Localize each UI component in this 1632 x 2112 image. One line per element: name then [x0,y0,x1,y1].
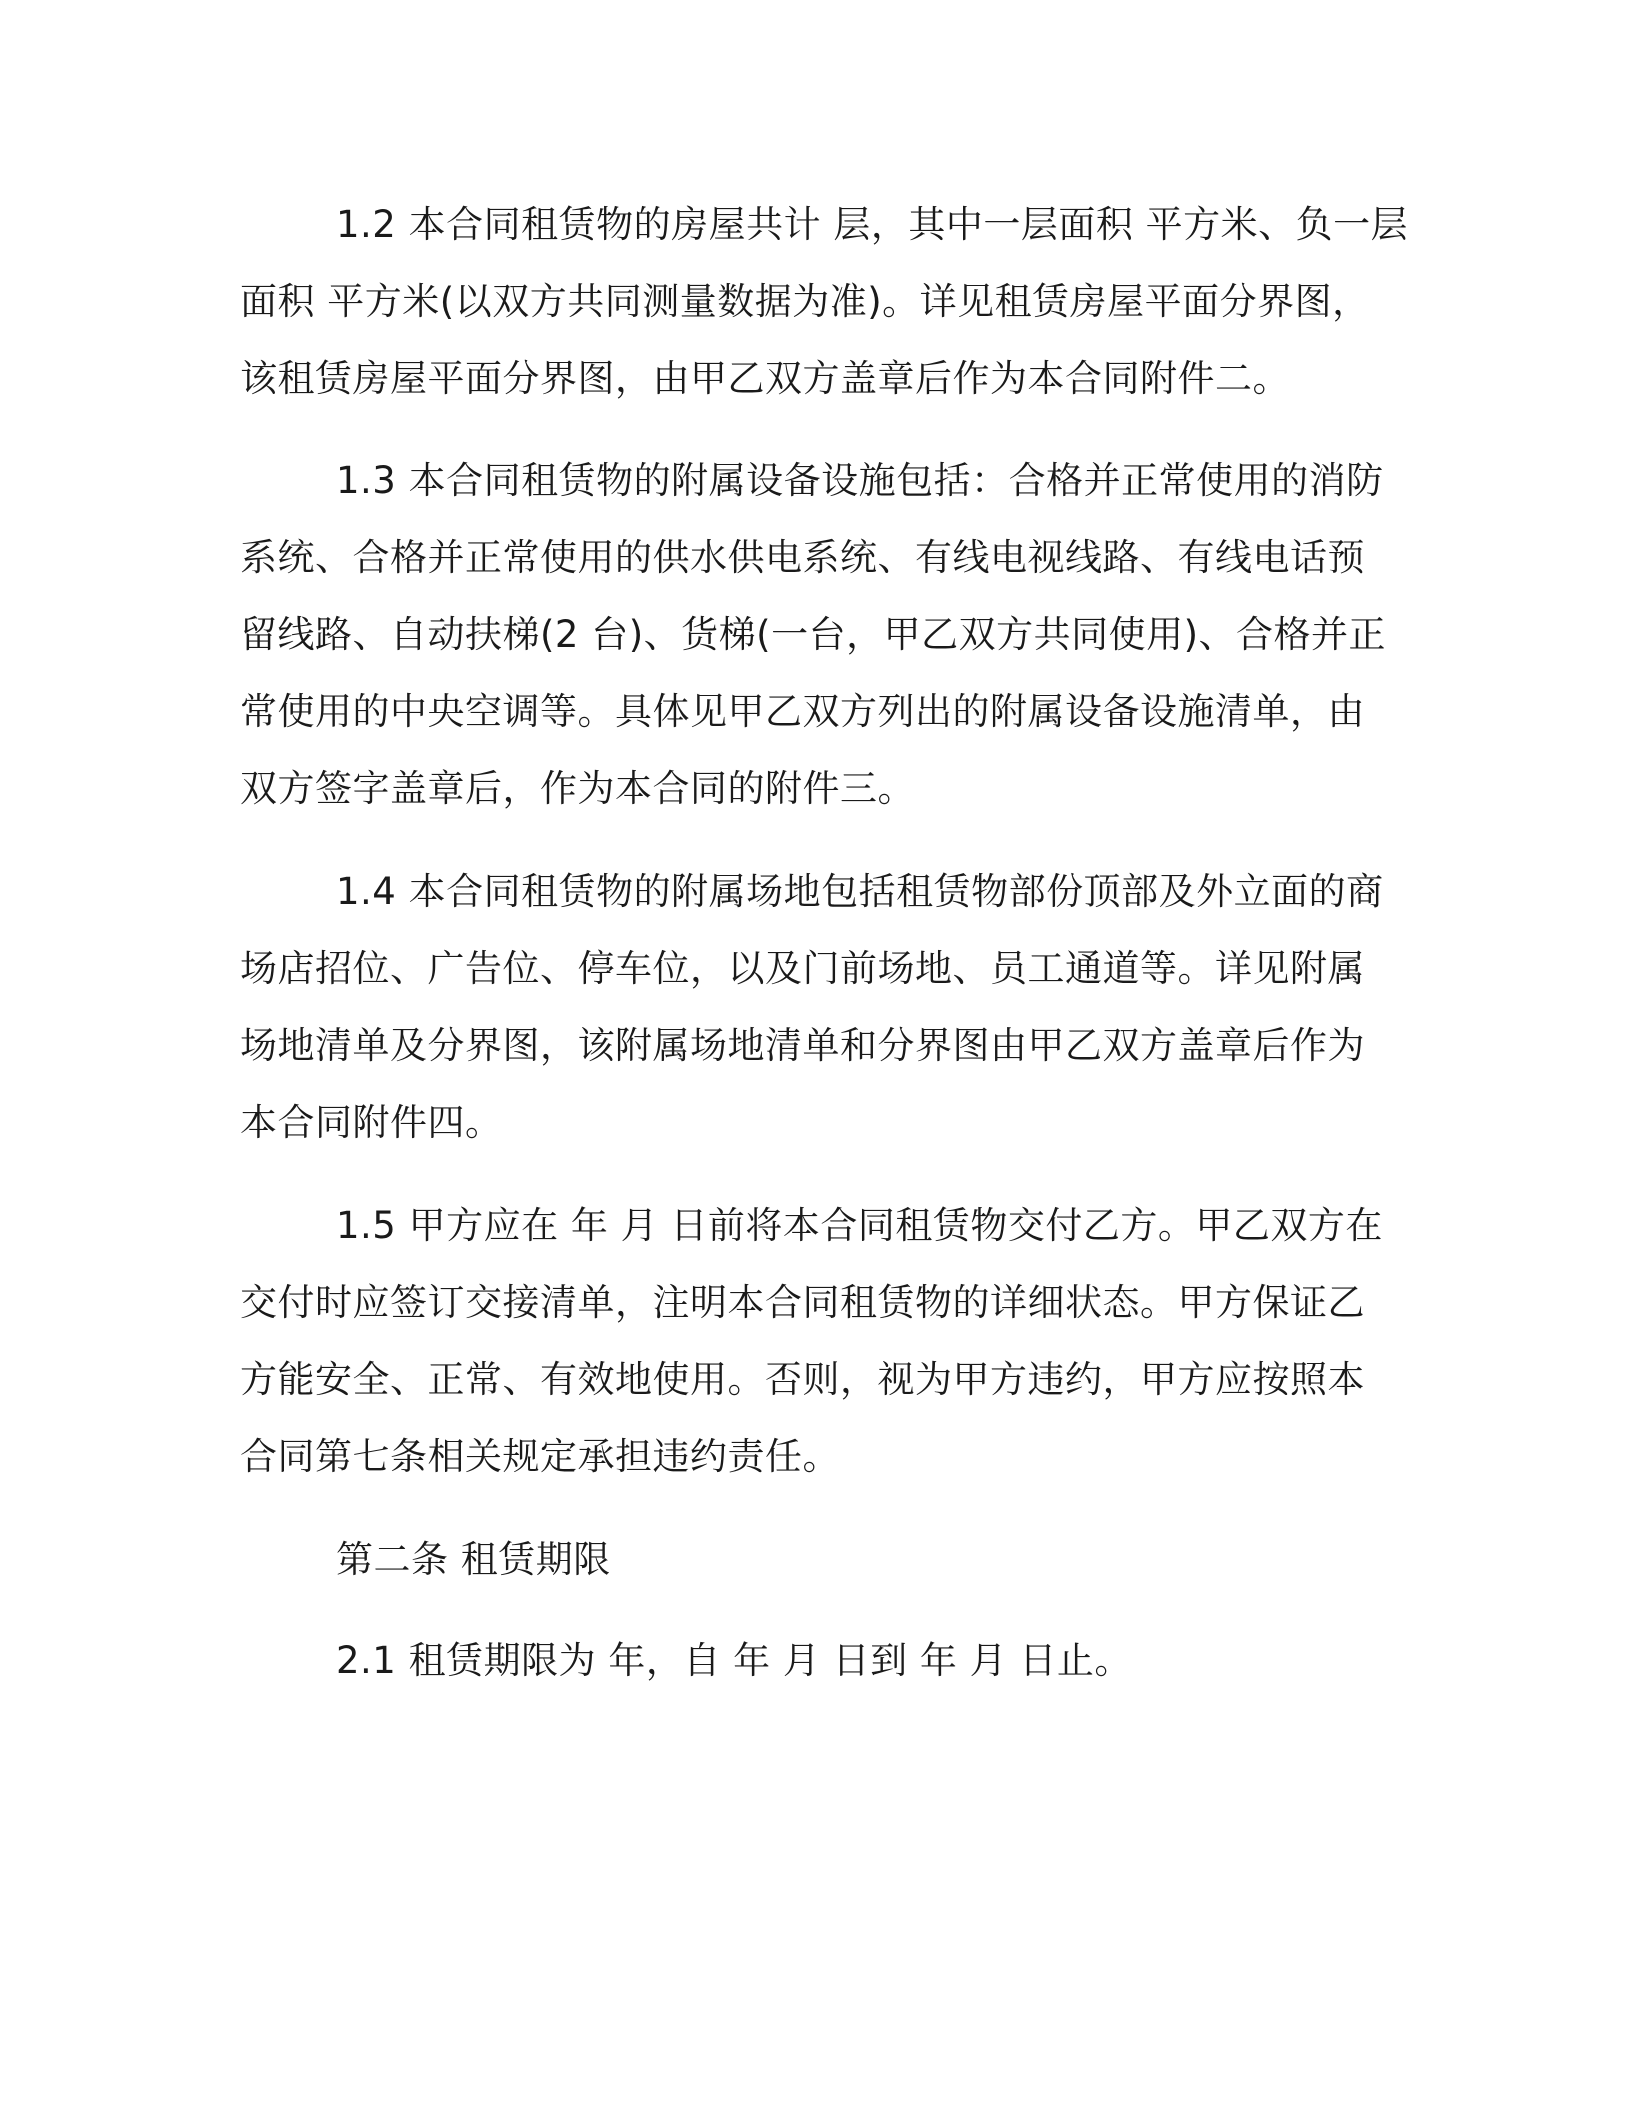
clause-text: 2.1 租赁期限为 年，自 年 月 日到 年 月 日止。 [336,1639,1132,1682]
paragraph-line: 方能安全、正常、有效地使用。否则，视为甲方违约，甲方应按照本 [240,1358,1365,1401]
paragraph-line: 面积 平方米(以双方共同测量数据为准)。详见租赁房屋平面分界图， [240,280,1370,323]
paragraph-line: 合同第七条相关规定承担违约责任。 [240,1435,840,1478]
paragraph-line: 场店招位、广告位、停车位，以及门前场地、员工通道等。详见附属 [240,947,1365,990]
paragraph-1-4 [240,853,1384,1161]
paragraph-line: 常使用的中央空调等。具体见甲乙双方列出的附属设备设施清单，由 [240,690,1365,733]
paragraph-line: 1.5 甲方应在 年 月 日前将本合同租赁物交付乙方。甲乙双方在 [336,1204,1383,1247]
paragraph-line: 1.4 本合同租赁物的附属场地包括租赁物部份顶部及外立面的商 [336,870,1384,913]
heading-text: 第二条 租赁期限 [336,1538,611,1581]
paragraph-line: 1.3 本合同租赁物的附属设备设施包括：合格并正常使用的消防 [336,459,1384,502]
paragraph-line: 场地清单及分界图，该附属场地清单和分界图由甲乙双方盖章后作为 [240,1024,1365,1067]
paragraph-1-5 [240,1187,1383,1495]
paragraph-line: 交付时应签订交接清单，注明本合同租赁物的详细状态。甲方保证乙 [240,1281,1365,1324]
paragraph-line: 该租赁房屋平面分界图，由甲乙双方盖章后作为本合同附件二。 [240,357,1290,400]
paragraph-line: 1.2 本合同租赁物的房屋共计 层，其中一层面积 平方米、负一层 [336,203,1409,246]
paragraph-line: 双方签字盖章后，作为本合同的附件三。 [240,767,915,810]
paragraph-line: 本合同附件四。 [240,1101,503,1144]
section-heading [240,1521,611,1598]
paragraph-1-3 [240,442,1386,827]
paragraph-line: 系统、合格并正常使用的供水供电系统、有线电视线路、有线电话预 [240,536,1365,579]
clause-2-1 [240,1622,1132,1699]
paragraph-line: 留线路、自动扶梯(2 台)、货梯(一台，甲乙双方共同使用)、合格并正 [240,613,1387,656]
paragraph-1-2 [240,186,1408,417]
